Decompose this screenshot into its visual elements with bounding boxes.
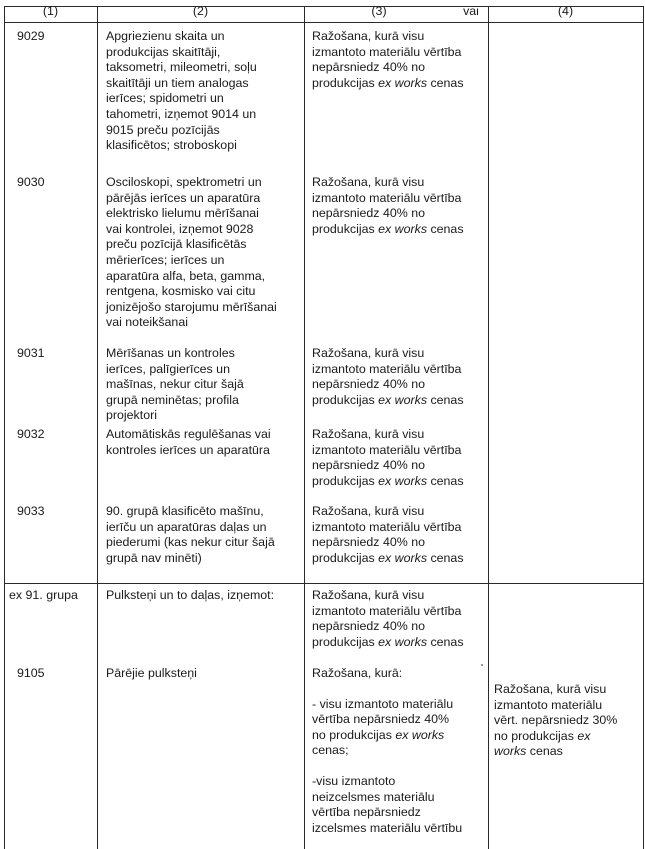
header-col-2: (2) xyxy=(192,4,209,18)
rule-italic: ex works xyxy=(378,221,428,236)
rule-line xyxy=(312,728,486,744)
header-col-1: (1) xyxy=(42,4,59,18)
desc-line: produkcijas skaitītāji, xyxy=(106,44,221,59)
alt-text: cenas xyxy=(526,744,563,759)
rule-text: no produkcijas xyxy=(312,727,396,742)
desc-line: ierīces, palīgierīces un xyxy=(106,361,230,376)
row-ex91-code: ex 91. grupa xyxy=(9,588,78,602)
desc-line: grupā neminētas; profila xyxy=(106,392,239,407)
row-9029-code: 9029 xyxy=(17,29,45,43)
desc-line: preču pozīcijā klasificētās xyxy=(106,237,247,252)
rule-line: neizcelsmes materiālu xyxy=(312,789,435,804)
rule-line: cenas; xyxy=(312,743,349,758)
rule-line xyxy=(312,635,486,651)
row-9033-code: 9033 xyxy=(17,504,45,518)
rule-line: Ražošana, kurā visu xyxy=(312,29,425,43)
desc-line: pārējās ierīces un aparatūra xyxy=(106,190,261,205)
rule-line: vērtība nepārsniedz xyxy=(312,805,421,820)
alt-line: izmantoto materiālu xyxy=(494,697,603,712)
row-9030-description xyxy=(106,175,302,331)
row-9031-code: 9031 xyxy=(17,346,45,360)
column-divider-2 xyxy=(304,6,305,849)
row-ex91-rule xyxy=(312,588,486,650)
row-9029-rule xyxy=(312,29,486,91)
header-col-3: (3) xyxy=(371,4,387,18)
rule-italic: ex works xyxy=(378,634,428,649)
table-border-right xyxy=(643,6,644,849)
scan-speck xyxy=(481,664,483,666)
desc-line: Pulksteņi un to daļas, izņemot: xyxy=(106,588,275,602)
desc-line: tahometri, izņemot 9014 un xyxy=(106,106,257,121)
rule-line: Ražošana, kurā visu xyxy=(312,427,425,441)
desc-line: jonizējošo starojumu mērīšanai xyxy=(106,299,277,314)
row-9105-rule xyxy=(312,666,486,836)
row-divider xyxy=(4,583,644,584)
rule-italic: ex works xyxy=(395,727,445,742)
row-9031-rule xyxy=(312,346,486,408)
desc-line: elektrisko lielumu mērīšanai xyxy=(106,206,259,221)
rule-italic: ex works xyxy=(378,75,428,90)
column-divider-1 xyxy=(97,6,98,849)
desc-line: Automātiskās regulēšanas vai xyxy=(106,427,271,441)
header-vai: vai xyxy=(463,4,479,18)
desc-line: aparatūra alfa, beta, gamma, xyxy=(106,268,266,283)
row-9032-code: 9032 xyxy=(17,427,45,441)
row-9033-rule xyxy=(312,504,486,566)
rule-italic: ex works xyxy=(378,550,428,565)
rule-line: Ražošana, kurā visu xyxy=(312,504,425,518)
rule-line: izmantoto materiālu vērtība xyxy=(312,44,462,59)
rule-text: produkcijas xyxy=(312,75,379,90)
rule-italic: ex works xyxy=(378,473,428,488)
desc-line: piederumi (kas nekur citur šajā xyxy=(106,535,275,550)
column-divider-3 xyxy=(488,6,489,849)
row-ex91-description xyxy=(106,588,302,604)
rule-line xyxy=(312,474,486,490)
desc-line: Mērīšanas un kontroles xyxy=(106,346,235,360)
rule-line xyxy=(312,222,486,238)
rule-line: Ražošana, kurā visu xyxy=(312,588,425,602)
rule-line: nepārsniedz 40% no xyxy=(312,535,425,550)
header-divider xyxy=(4,22,644,23)
rule-italic: ex works xyxy=(378,392,428,407)
rule-text: produkcijas xyxy=(312,550,379,565)
desc-line: klasificētos; stroboskopi xyxy=(106,138,237,153)
rule-text: cenas xyxy=(427,473,464,488)
row-9105-description: Pārējie pulksteņi xyxy=(106,666,197,680)
rule-text: cenas xyxy=(427,550,464,565)
row-9032-rule xyxy=(312,427,486,489)
rule-text: cenas xyxy=(427,634,464,649)
desc-line: Osciloskopi, spektrometri un xyxy=(106,175,262,189)
alt-line: Ražošana, kurā visu xyxy=(494,682,607,696)
rule-text: cenas xyxy=(427,221,464,236)
rule-line: izcelsmes materiālu vērtību xyxy=(312,820,463,835)
rule-line: izmantoto materiālu vērtība xyxy=(312,361,462,376)
alt-line xyxy=(494,729,642,745)
rule-line: izmantoto materiālu vērtība xyxy=(312,519,462,534)
desc-line: grupā nav minēti) xyxy=(106,550,202,565)
rule-line: nepārsniedz 40% no xyxy=(312,60,425,75)
rule-line xyxy=(312,551,486,567)
rule-line: izmantoto materiālu vērtība xyxy=(312,190,462,205)
rule-line: nepārsniedz 40% no xyxy=(312,619,425,634)
desc-line: projektori xyxy=(106,408,157,423)
rule-line: nepārsniedz 40% no xyxy=(312,206,425,221)
desc-line: skaitītāji un tiem analogas xyxy=(106,75,249,90)
rule-line xyxy=(312,76,486,92)
desc-line: vai kontrolei, izņemot 9028 xyxy=(106,221,254,236)
desc-line: 9015 preču pozīcijās xyxy=(106,122,220,137)
header-col-4: (4) xyxy=(557,4,574,18)
desc-line: ierīces; spidometri un xyxy=(106,91,224,106)
row-9033-description xyxy=(106,504,302,566)
rule-line: nepārsniedz 40% no xyxy=(312,377,425,392)
rule-text: produkcijas xyxy=(312,392,379,407)
rule-line: Ražošana, kurā visu xyxy=(312,175,425,189)
desc-line: Apgriezienu skaita un xyxy=(106,29,225,43)
rule-line: nepārsniedz 40% no xyxy=(312,458,425,473)
rule-line: Ražošana, kurā: xyxy=(312,666,403,680)
row-9030-code: 9030 xyxy=(17,175,45,189)
rule-line xyxy=(312,393,486,409)
row-9031-description xyxy=(106,346,302,424)
alt-line: vērt. nepārsniedz 30% xyxy=(494,713,618,728)
desc-line: vai noteikšanai xyxy=(106,315,188,330)
rule-text: produkcijas xyxy=(312,221,379,236)
desc-line: rentgena, kosmisko vai citu xyxy=(106,284,256,299)
rule-text: produkcijas xyxy=(312,473,379,488)
row-9105-code: 9105 xyxy=(17,666,45,680)
table-border-left xyxy=(4,6,5,849)
alt-line xyxy=(494,744,642,760)
desc-line: kontroles ierīces un aparatūra xyxy=(106,442,270,457)
rule-line: izmantoto materiālu vērtība xyxy=(312,442,462,457)
row-9029-description xyxy=(106,29,302,154)
desc-line: mašīnas, nekur citur šajā xyxy=(106,377,244,392)
rule-line: - visu izmantoto materiālu xyxy=(312,696,454,711)
row-9030-rule xyxy=(312,175,486,237)
row-9105-alternative-rule xyxy=(494,682,642,760)
rule-line: izmantoto materiālu vērtība xyxy=(312,603,462,618)
alt-italic: ex xyxy=(577,728,591,743)
rule-line: vērtība nepārsniedz 40% xyxy=(312,712,450,727)
rule-text: cenas xyxy=(427,392,464,407)
rule-text: produkcijas xyxy=(312,634,379,649)
desc-line: mērierīces; ierīces un xyxy=(106,252,225,267)
alt-italic: works xyxy=(494,744,527,759)
desc-line: ierīču un aparatūras daļas un xyxy=(106,519,267,534)
rule-line: -visu izmantoto xyxy=(312,773,396,788)
alt-text: no produkcijas xyxy=(494,728,578,743)
rule-line: Ražošana, kurā visu xyxy=(312,346,425,360)
desc-line: 90. grupā klasificēto mašīnu, xyxy=(106,504,264,518)
desc-line: taksometri, mileometri, soļu xyxy=(106,60,257,75)
rule-text: cenas xyxy=(427,75,464,90)
row-9032-description xyxy=(106,427,302,458)
